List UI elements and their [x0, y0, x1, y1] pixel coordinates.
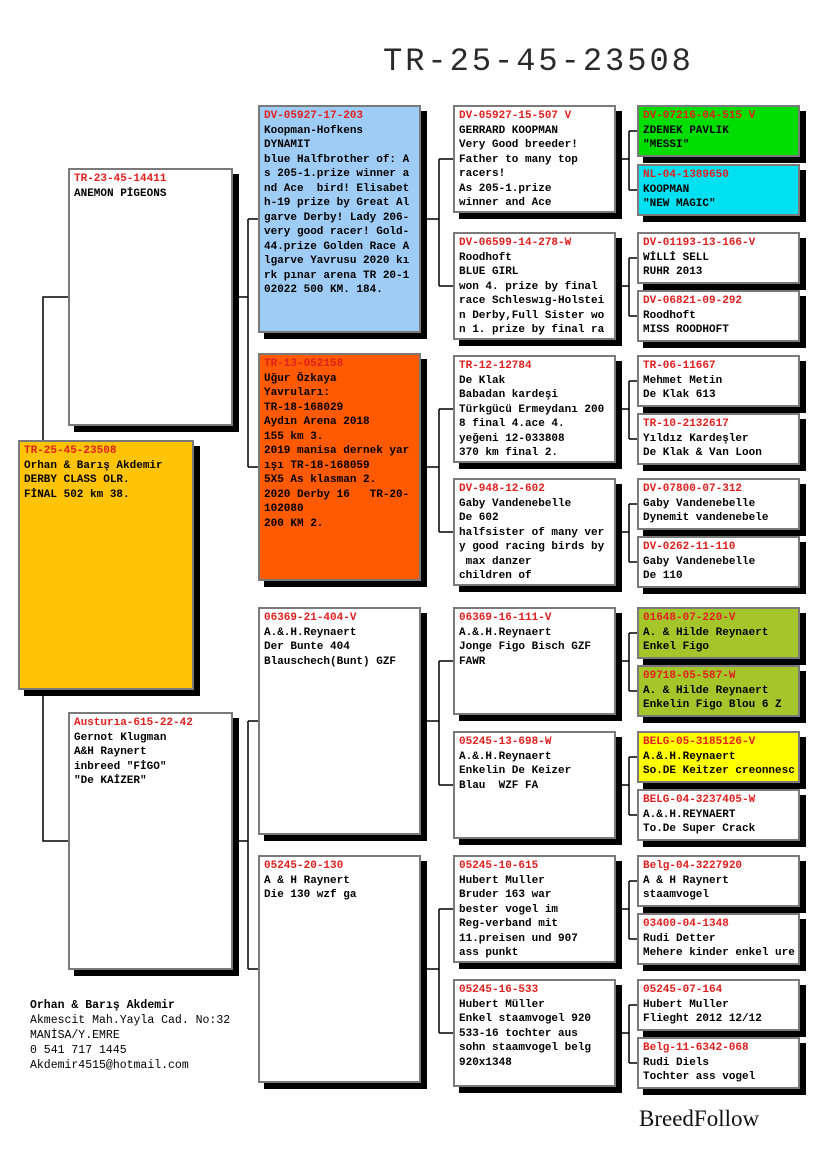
box-text-line: A & H Raynert [264, 874, 350, 887]
ring-number: DV-948-12-602 [459, 483, 545, 495]
box-text-line: Tochter ass vogel [643, 1071, 756, 1083]
box-text-line: Mehere kinder enkel ure [643, 947, 795, 959]
box-text-line: A.&.H.Reynaert [264, 626, 357, 639]
ring-number: 05245-13-698-W [459, 736, 552, 748]
pedigree-box-gg1[interactable] [453, 105, 616, 213]
box-text-line: Dynemit vandenebele [643, 512, 769, 524]
box-text-line: 2020 Derby 16 TR-20- [264, 488, 410, 501]
pedigree-box-dam[interactable] [68, 712, 233, 970]
box-text-line: Father to many top [459, 153, 578, 166]
ring-number: DV-01193-13-166-V [643, 237, 756, 249]
pedigree-box-g1[interactable] [258, 105, 421, 333]
box-text-line: Uğur Özkaya [264, 372, 337, 385]
box-text-line: yeğeni 12-033808 [459, 432, 565, 445]
pedigree-box-gg7[interactable] [453, 855, 616, 963]
pedigree-box-ggg2[interactable] [637, 164, 800, 216]
pedigree-box-ggg1[interactable] [637, 105, 800, 157]
box-text-line: KOOPMAN [643, 183, 690, 196]
pedigree-box-gg4[interactable] [453, 478, 616, 586]
box-text-line: A & H Raynert [643, 874, 729, 887]
ring-number: BELG-04-3237405-W [643, 794, 756, 806]
box-text-line: Yıldız Kardeşler [643, 432, 749, 445]
box-text-line: Jonge Figo Bisch GZF [459, 641, 592, 653]
box-text-line: Hubert Muller [459, 874, 545, 887]
box-text-line: ANEMON PİGEONS [74, 187, 167, 200]
box-text-line: Enkelin Figo Blou 6 Z [643, 699, 782, 711]
box-text-line: De 602 [459, 512, 499, 524]
box-text-line: Türkgücü Ermeydanı 200 [459, 403, 605, 416]
ring-number: TR-25-45-23508 [24, 445, 117, 457]
box-text-line: n 1. prize by final ra [459, 324, 605, 336]
pedigree-box-ggg10[interactable] [637, 665, 800, 717]
box-text-line: 2019 manisa dernek yar [264, 445, 410, 457]
owner-address: Akmescit Mah.Yayla Cad. No:32 [30, 1014, 231, 1027]
box-text-line: Blau WZF FA [459, 779, 539, 792]
pedigree-box-ggg12[interactable] [637, 789, 800, 841]
box-text-line: FAWR [459, 655, 486, 668]
box-text-line: racers! [459, 168, 506, 180]
ring-number: DV-07216-04-515 V [643, 110, 756, 122]
pedigree-box-g2[interactable] [258, 353, 421, 581]
pedigree-box-ggg16[interactable] [637, 1037, 800, 1089]
box-text-line: 5X5 As klasman 2. [264, 474, 377, 486]
box-text-line: ışı TR-18-168059 [264, 459, 370, 472]
box-text-line: Der Bunte 404 [264, 641, 350, 653]
box-text-line: Gaby Vandenebelle [643, 497, 756, 510]
pedigree-title: TR-25-45-23508 [383, 43, 694, 80]
box-text-line: A.&.H.Reynaert [643, 750, 736, 763]
box-text-line: Gernot Klugman [74, 731, 167, 744]
box-text-line: A&H Raynert [74, 746, 147, 758]
breedfollow-logo: BreedFollow [639, 1106, 760, 1131]
box-text-line: A. & Hilde Reynaert [643, 626, 769, 639]
pedigree-box-ggg14[interactable] [637, 913, 800, 965]
pedigree-box-g3[interactable] [258, 607, 421, 835]
box-text-line: Aydın Arena 2018 [264, 416, 370, 428]
box-text-line: Die 130 wzf ga [264, 889, 357, 901]
box-text-line: Gaby Vandenebelle [643, 555, 756, 568]
box-text-line: nd Ace bird! Elisabet [264, 182, 410, 195]
box-text-line: Roodhoft [643, 309, 696, 322]
box-text-line: y good racing birds by [459, 541, 605, 553]
box-text-line: 370 km final 2. [459, 447, 559, 459]
box-text-line: DERBY CLASS OLR. [24, 474, 130, 486]
box-text-line: 533-16 tochter aus [459, 1027, 578, 1040]
box-text-line: s 205-1.prize winner a [264, 168, 410, 180]
box-text-line: 11.preisen und 907 [459, 932, 578, 945]
box-text-line: Flieght 2012 12/12 [643, 1013, 762, 1025]
box-text-line: To.De Super Crack [643, 823, 756, 835]
box-text-line: Yavruları: [264, 387, 331, 399]
ring-number: Belg-11-6342-068 [643, 1042, 749, 1054]
ring-number: DV-06599-14-278-W [459, 237, 572, 249]
box-text-line: A.&.H.Reynaert [459, 626, 552, 639]
ring-number: TR-12-12784 [459, 360, 532, 372]
box-text-line: Reg-verband mit [459, 918, 559, 930]
box-text-line: Bruder 163 war [459, 889, 552, 901]
ring-number: BELG-05-3185126-V [643, 736, 756, 748]
box-text-line: max danzer [459, 555, 532, 568]
box-text-line: Roodhoft [459, 251, 512, 264]
box-text-line: winner and Ace [459, 197, 552, 209]
box-text-line: n Derby,Full Sister wo [459, 309, 605, 322]
pedigree-box-ggg3[interactable] [637, 232, 800, 284]
pedigree-box-gg2[interactable] [453, 232, 616, 340]
box-text-line: So.DE Keitzer creonnesc [643, 765, 795, 777]
ring-number: 05245-16-533 [459, 984, 539, 996]
box-text-line: De Klak & Van Loon [643, 447, 762, 459]
ring-number: TR-23-45-14411 [74, 173, 167, 185]
box-text-line: A.&.H.Reynaert [459, 750, 552, 763]
box-text-line: Very Good breeder! [459, 139, 578, 151]
pedigree-box-ggg7[interactable] [637, 478, 800, 530]
owner-city: MANİSA/Y.EMRE [30, 1029, 120, 1042]
box-text-line: 8 final 4.ace 4. [459, 418, 565, 430]
box-text-line: De 110 [643, 570, 683, 582]
ring-number: Austurıa-615-22-42 [74, 717, 193, 729]
box-text-line: halfsister of many ver [459, 526, 605, 539]
pedigree-box-subject[interactable] [18, 440, 194, 690]
ring-number: 06369-21-404-V [264, 612, 357, 624]
box-text-line: De Klak [459, 374, 506, 387]
box-text-line: "De KAİZER" [74, 775, 147, 787]
ring-number: 05245-07-164 [643, 984, 723, 996]
box-text-line: blue Halfbrother of: A [264, 153, 410, 166]
box-text-line: bester vogel im [459, 903, 559, 916]
box-text-line: sohn staamvogel belg [459, 1042, 592, 1054]
box-text-line: Enkel Figo [643, 641, 710, 653]
box-text-line: Hubert Müller [459, 998, 545, 1011]
box-text-line: DYNAMIT [264, 139, 311, 151]
pedigree-box-ggg4[interactable] [637, 290, 800, 342]
box-text-line: GERRARD KOOPMAN [459, 124, 559, 137]
box-text-line: Blauschech(Bunt) GZF [264, 655, 397, 668]
box-text-line: inbreed "FİGO" [74, 760, 167, 773]
ring-number: Belg-04-3227920 [643, 860, 743, 872]
pedigree-box-ggg5[interactable] [637, 355, 800, 407]
box-text-line: Hubert Muller [643, 998, 729, 1011]
box-text-line: Mehmet Metin [643, 374, 723, 387]
box-text-line: garve Derby! Lady 206- [264, 211, 410, 224]
box-text-line: 02022 500 KM. 184. [264, 284, 383, 296]
pedigree-box-ggg9[interactable] [637, 607, 800, 659]
box-text-line: h-19 prize by Great Al [264, 197, 410, 209]
ring-number: TR-10-2132617 [643, 418, 729, 430]
owner-email: Akdemir4515@hotmail.com [30, 1059, 189, 1072]
box-text-line: very good racer! Gold- [264, 226, 410, 238]
pedigree-box-gg3[interactable] [453, 355, 616, 463]
box-text-line: rk pınar arena TR 20-1 [264, 269, 410, 282]
box-text-line: A.&.H.REYNAERT [643, 808, 736, 821]
box-text-line: Enkel staamvogel 920 [459, 1013, 592, 1025]
box-text-line: Gaby Vandenebelle [459, 497, 572, 510]
owner-phone: 0 541 717 1445 [30, 1044, 127, 1057]
box-text-line: Babadan kardeşi [459, 389, 559, 401]
pedigree-box-gg5[interactable] [453, 607, 616, 715]
box-text-line: won 4. prize by final [459, 280, 598, 293]
pedigree-box-ggg8[interactable] [637, 536, 800, 588]
box-text-line: "NEW MAGIC" [643, 198, 716, 210]
box-text-line: RUHR 2013 [643, 266, 703, 278]
pedigree-box-ggg6[interactable] [637, 413, 800, 465]
box-text-line: 920x1348 [459, 1056, 512, 1069]
box-text-line: Enkelin De Keizer [459, 765, 572, 777]
box-text-line: 155 km 3. [264, 430, 324, 443]
ring-number: 09718-05-587-W [643, 670, 736, 682]
pedigree-box-sire[interactable] [68, 168, 233, 426]
box-text-line: A. & Hilde Reynaert [643, 684, 769, 697]
ring-number: TR-06-11667 [643, 360, 716, 372]
box-text-line: 200 KM 2. [264, 517, 324, 530]
pedigree-box-gg8[interactable] [453, 979, 616, 1087]
box-text-line: MISS ROODHOFT [643, 324, 729, 336]
pedigree-box-gg6[interactable] [453, 731, 616, 839]
box-text-line: ZDENEK PAVLIK [643, 124, 729, 137]
box-text-line: Orhan & Barış Akdemir [24, 459, 163, 472]
box-text-line: WİLLİ SELL [643, 251, 710, 264]
box-text-line: Koopman-Hofkens [264, 124, 364, 137]
box-text-line: ass punkt [459, 947, 519, 959]
ring-number: NL-04-1389650 [643, 169, 729, 181]
box-text-line: children of [459, 570, 532, 582]
ring-number: DV-07800-07-312 [643, 483, 743, 495]
ring-number: DV-05927-17-203 [264, 110, 364, 122]
box-text-line: "MESSI" [643, 139, 690, 151]
box-text-line: De Klak 613 [643, 389, 716, 401]
pedigree-box-g4[interactable] [258, 855, 421, 1083]
box-text-line: TR-18-168029 [264, 401, 344, 414]
ring-number: DV-0262-11-110 [643, 541, 736, 553]
box-text-line: race Schleswıg-Holstei [459, 295, 605, 307]
ring-number: 01648-07-220-V [643, 612, 736, 624]
pedigree-box-ggg13[interactable] [637, 855, 800, 907]
ring-number: 03400-04-1348 [643, 918, 729, 930]
pedigree-box-ggg15[interactable] [637, 979, 800, 1031]
owner-info-block [30, 998, 230, 1073]
ring-number: 05245-20-130 [264, 860, 344, 872]
box-text-line: 102080 [264, 503, 304, 515]
ring-number: DV-06821-09-292 [643, 295, 743, 307]
box-text-line: staamvogel [643, 889, 710, 901]
ring-number: 05245-10-615 [459, 860, 539, 872]
box-text-line: Rudi Diels [643, 1056, 710, 1069]
ring-number: TR-13-052158 [264, 358, 344, 370]
box-text-line: As 205-1.prize [459, 182, 552, 195]
ring-number: 06369-16-111-V [459, 612, 552, 624]
box-text-line: Rudi Detter [643, 932, 716, 945]
box-text-line: FİNAL 502 km 38. [24, 488, 130, 501]
box-text-line: BLUE GIRL [459, 266, 519, 278]
owner-name: Orhan & Barış Akdemir [30, 999, 175, 1012]
box-text-line: lgarve Yavrusu 2020 kı [264, 255, 410, 267]
ring-number: DV-05927-15-507 V [459, 110, 572, 122]
box-text-line: 44.prize Golden Race A [264, 240, 410, 253]
pedigree-box-ggg11[interactable] [637, 731, 800, 783]
